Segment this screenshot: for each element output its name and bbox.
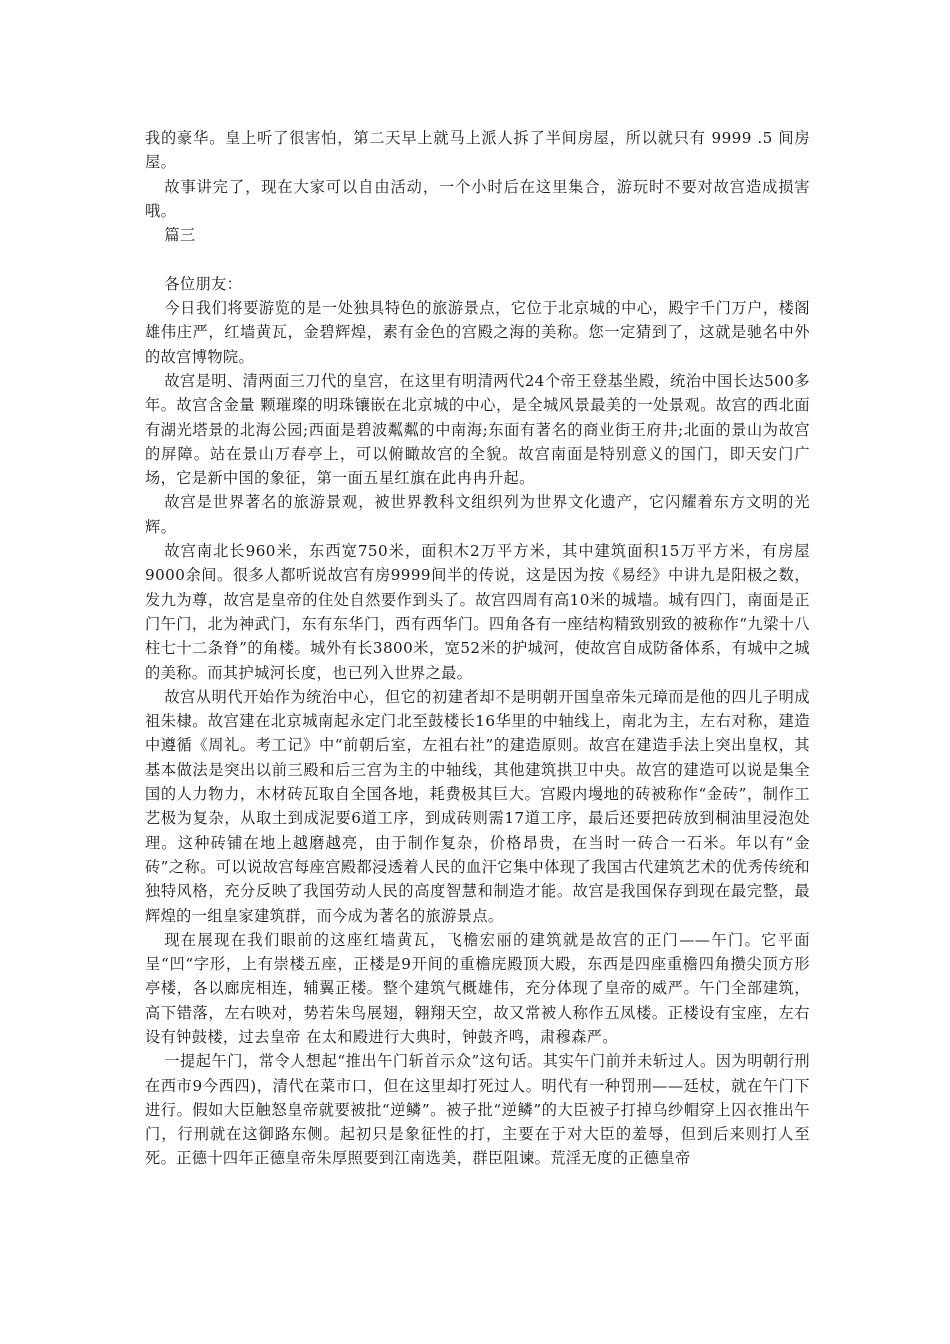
paragraph: 故宫南北长960米，东西宽750米，面积木2万平方米，其中建筑面积15万平方米，有房屋9000余间。很多人都听说故宫有房9999间半的传说，这是因为按《易经》中讲九是阳极之数，发九为尊，故宫是皇帝的住处自然要作到头了。故宫四周有高10米的城墙。城有四门，南面是正门午门，北为神武门，东有东华门，西有西华门。四角各有一座结构精致别致的被称作“九梁十八柱七十二条脊”的角楼。城外有长3800米，宽52米的护城河，使故宫自成防备体系，有城中之城的美称。而其护城河长度，也已列入世界之最。 [145,542,810,682]
paragraph: 我的豪华。皇上听了很害怕，第二天早上就马上派人拆了半间房屋，所以就只有 9999 .5 间房屋。 [145,129,810,172]
salutation: 各位朋友： [164,274,243,293]
section-heading: 篇三 [164,226,196,245]
paragraph: 故宫是世界著名的旅游景观，被世界教科文组织列为世界文化遗产，它闪耀着东方文明的光辉。 [145,493,810,536]
blank-line [145,247,810,271]
paragraph: 今日我们将要游览的是一处独具特色的旅游景点，它位于北京城的中心，殿宇千门万户，楼阁雄伟庄严，红墙黄瓦，金碧辉煌，素有金色的宫殿之海的美称。您一定猜到了，这就是驰名中外的故宫博物院。 [145,299,810,366]
paragraph: 故事讲完了，现在大家可以自由活动，一个小时后在这里集合，游玩时不要对故宫造成损害哦。 [145,177,810,220]
paragraph: 一提起午门，常令人想起“推出午门斩首示众”这句话。其实午门前并未斩过人。因为明朝行刑在西市9今西四)，清代在菜市口，但在这里却打死过人。明代有一种罚刑——廷杖，就在午门下进行。假如大臣触怒皇帝就要被批“逆鳞”。被子批“逆鳞”的大臣被子打掉乌纱帽穿上囚衣推出午门，行刑就在这御路东侧。起初只是象征性的打，主要在于对大臣的羞辱，但到后来则打人至死。正德十四年正德皇帝朱厚照要到江南选美，群臣阻谏。荒淫无度的正德皇帝 [145,1052,810,1168]
paragraph: 故宫从明代开始作为统治中心，但它的初建者却不是明朝开国皇帝朱元璋而是他的四儿子明成祖朱棣。故宫建在北京城南起永定门北至鼓楼长16华里的中轴线上，南北为主，左右对称，建造中遵循《周礼。考工记》中“前朝后室，左祖右社”的建造原则。故宫在建造手法上突出皇权，其基本做法是突出以前三殿和后三宫为主的中轴线，其他建筑拱卫中央。故宫的建造可以说是集全国的人力物力，木材砖瓦取自全国各地，耗费极其巨大。宫殿内墁地的砖被称作“金砖”，制作工艺极为复杂，从取土到成泥要6道工序，到成砖则需17道工序，最后还要把砖放到桐油里浸泡处理。这种砖铺在地上越磨越亮，由于制作复杂，价格昂贵，在当时一砖合一石米。年以有“金砖”之称。可以说故宫每座宫殿都浸透着人民的血汗它集中体现了我国古代建筑艺术的优秀传统和独特风格，充分反映了我国劳动人民的高度智慧和制造才能。故宫是我国保存到现在最完整，最辉煌的一组皇家建筑群，而今成为著名的旅游景点。 [145,687,810,925]
document-body [145,126,810,1171]
paragraph: 现在展现在我们眼前的这座红墙黄瓦，飞檐宏丽的建筑就是故宫的正门——午门。它平面呈“凹“字形，上有崇楼五座，正楼是9开间的重檐庑殿顶大殿，东西是四座重檐四角攒尖顶方形亭楼，各以廊庑相连，辅翼正楼。整个建筑气概雄伟，充分体现了皇帝的威严。午门全部建筑，高下错落，左右映对，势若朱鸟展翅，翱翔天空，故又常被人称作五凤楼。正楼设有宝座，左右设有钟鼓楼，过去皇帝 在太和殿进行大典时，钟鼓齐鸣，肃穆森严。 [145,930,810,1046]
paragraph: 故宫是明、清两面三刀代的皇宫，在这里有明清两代24个帝王登基坐殿，统治中国长达500多年。故宫含金量 颗璀璨的明珠镶嵌在北京城的中心，是全城风景最美的一处景观。故宫的西北面有湖光塔景的北海公园;西面是碧波粼粼的中南海;东面有著名的商业街王府井;北面的景山为故宫的屏障。站在景山万春亭上，可以俯瞰故宫的全貌。故宫南面是特别意义的国门，即天安门广场，它是新中国的象征，第一面五星红旗在此冉冉升起。 [145,371,810,488]
